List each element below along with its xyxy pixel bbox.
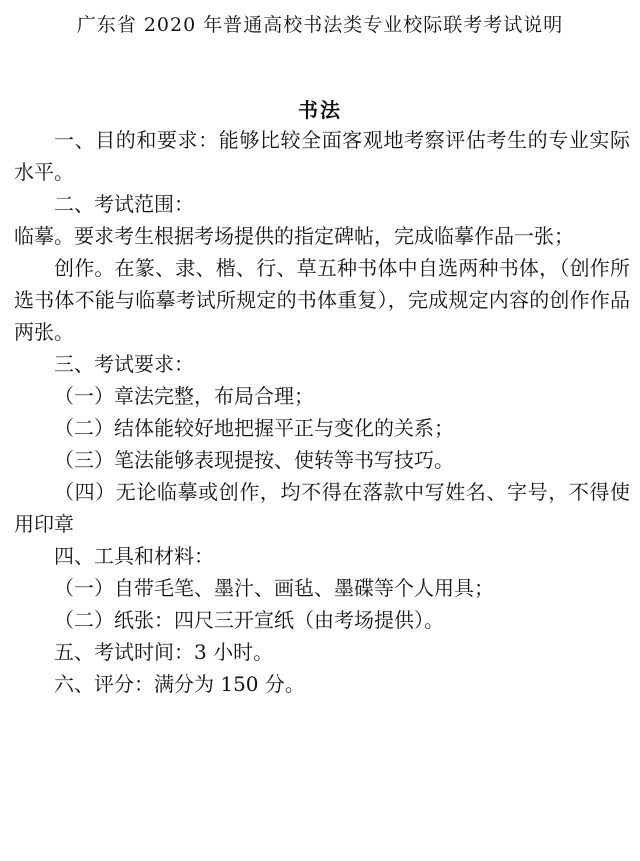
paragraph-copying: 临摹。要求考生根据考场提供的指定碑帖，完成临摹作品一张；: [14, 224, 574, 248]
paragraph-purpose: 一、目的和要求：能够比较全面客观地考察评估考生的专业实际水平。: [14, 128, 630, 184]
section-title: 书法: [298, 98, 342, 122]
paragraph-requirement-2: （二）结体能较好地把握平正与变化的关系；: [54, 416, 454, 440]
paragraph-creation: 创作。在篆、隶、楷、行、草五种书体中自选两种书体，（创作所选书体不能与临摹考试所规定的书体重复），完成规定内容的创作作品两张。: [14, 256, 630, 344]
paragraph-requirement-4: （四）无论临摹或创作，均不得在落款中写姓名、字号，不得使用印章: [14, 480, 630, 536]
document-body: [14, 124, 630, 700]
paragraph-scoring: 六、评分：满分为 150 分。: [54, 672, 305, 696]
paragraph-tools-1: （一）自带毛笔、墨汁、画毡、墨碟等个人用具；: [54, 576, 494, 600]
paragraph-tools-2: （二）纸张：四尺三开宣纸（由考场提供）。: [54, 608, 444, 632]
paragraph-tools-heading: 四、工具和材料：: [54, 544, 214, 568]
paragraph-requirements-heading: 三、考试要求：: [54, 352, 194, 376]
document-title: 广东省 2020 年普通高校书法类专业校际联考考试说明: [76, 14, 564, 36]
paragraph-requirement-1: （一）章法完整，布局合理；: [54, 384, 314, 408]
paragraph-exam-time: 五、考试时间：3 小时。: [54, 640, 274, 664]
paragraph-requirement-3: （三）笔法能够表现提按、使转等书写技巧。: [54, 448, 454, 472]
paragraph-scope-heading: 二、考试范围：: [54, 192, 194, 216]
